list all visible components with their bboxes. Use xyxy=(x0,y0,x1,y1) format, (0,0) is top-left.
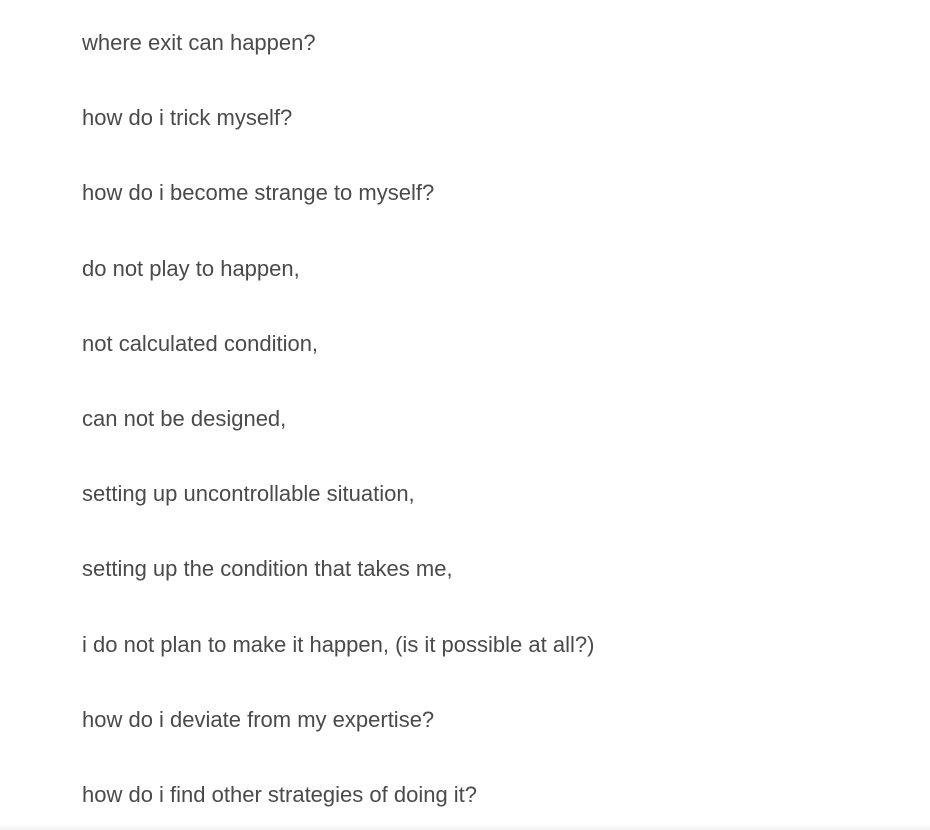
text-line: setting up the condition that takes me, xyxy=(82,556,453,582)
text-line: how do i deviate from my expertise? xyxy=(82,706,435,732)
text-line: not calculated condition, xyxy=(82,330,319,356)
text-line: how do i trick myself? xyxy=(82,105,293,131)
text-line: setting up uncontrollable situation, xyxy=(82,481,415,507)
text-line: how do i find other strategies of doing it? xyxy=(82,781,478,807)
bottom-edge-shadow xyxy=(0,824,930,830)
text-line: do not play to happen, xyxy=(82,255,300,281)
text-line: how do i become strange to myself? xyxy=(82,180,435,206)
text-line: can not be designed, xyxy=(82,405,287,431)
text-line: i do not plan to make it happen, (is it possible at all?) xyxy=(82,631,595,657)
text-line: where exit can happen? xyxy=(82,30,316,55)
text-body xyxy=(82,26,594,830)
